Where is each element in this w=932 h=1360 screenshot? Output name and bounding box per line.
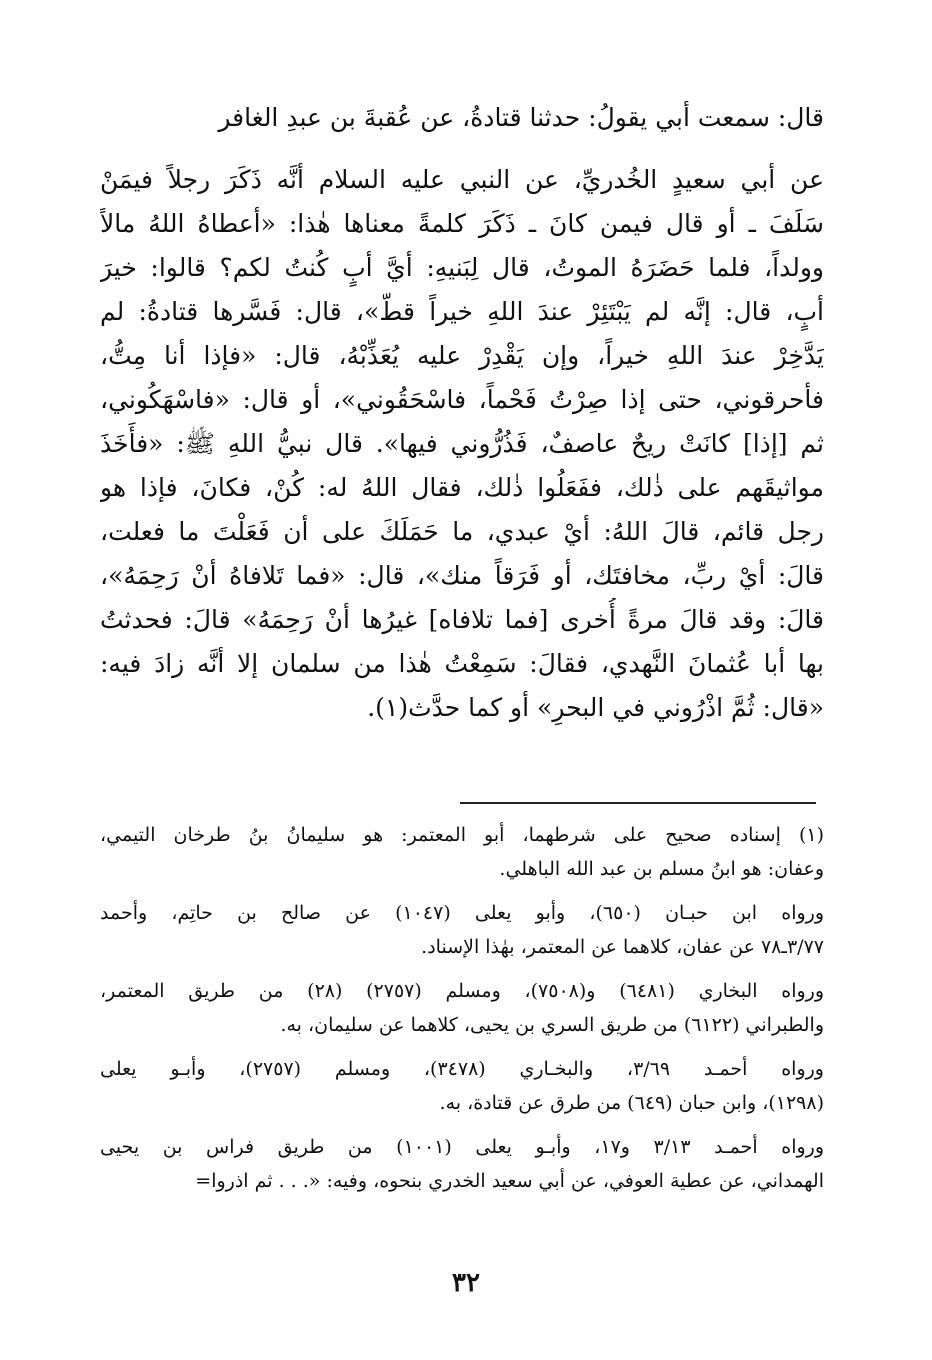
main-text-line: أبٍ، قال: إنَّه لم يَبْتَئِرْ عندَ اللهِ خيراً قطّ»، قال: فَسَّرها قتادةُ: لم (100, 297, 824, 326)
main-text-line: رجل قائم، قالَ اللهُ: أيْ عبدي، ما حَمَلَكَ على أن فَعَلْتَ ما فعلت، (100, 517, 824, 546)
footnote-line: ورواه ابن حبـان (٦٥٠)، وأبو يعلى (١٠٤٧) عن صالح بن حاتِم، وأحمد (100, 902, 824, 924)
footnote-separator (460, 802, 816, 804)
footnote-line: ٣/٧٧ـ٧٨ عن عفان، كلاهما عن المعتمر، بهٰذا الإسناد. (421, 936, 824, 958)
main-text-block (100, 96, 824, 730)
footnote-paragraph (100, 1130, 824, 1198)
main-text-line: ثم [إذا] كانَتْ ريحٌ عاصفٌ، فَذُرُّوني فيها». قال نبيُّ اللهِ ﷺ: «فأَخَذَ (100, 429, 824, 458)
footnote-line: (١٢٩٨)، وابن حبان (٦٤٩) من طرق عن قتادة، به. (439, 1092, 824, 1114)
main-text-line: فأحرقوني، حتى إذا صِرْتُ فَحْماً، فاسْحَقُوني»، أو قال: «فاسْهَكُوني، (100, 385, 824, 414)
main-text-line: قالَ: وقد قالَ مرةً أُخرى [فما تلافاه] غيرُها أنْ رَحِمَهُ» قالَ: فحدثتُ (100, 605, 824, 634)
main-text-line: «قال: ثُمَّ اذْرُوني في البحرِ» أو كما حدَّث(١). (367, 693, 824, 722)
main-text-line: عن أبي سعيدٍ الخُدريِّ، عن النبي عليه السلام أنَّه ذَكَرَ رجلاً فيمَنْ (100, 165, 824, 194)
main-text-line: وولداً، فلما حَضَرَهُ الموتُ، قال لِبَنيهِ: أيَّ أبٍ كُنتُ لكم؟ قالوا: خيرَ (100, 253, 824, 282)
footnotes-block (100, 818, 824, 1208)
main-text-line: بها أبا عُثمانَ النَّهدي، فقالَ: سَمِعْتُ هٰذا من سلمان إلا أنَّه زادَ فيه: (100, 649, 824, 678)
footnote-line: ورواه أحمـد ٣/١٣ و١٧، وأبـو يعلى (١٠٠١) من طريق فراس بن يحيى (100, 1136, 824, 1158)
footnote-line: وعفان: هو ابنُ مسلم بن عبد الله الباهلي. (499, 858, 824, 880)
main-text-line: مواثيقَهم على ذٰلك، ففَعَلُوا ذٰلك، فقال اللهُ له: كُنْ، فكانَ، فإذا هو (100, 473, 824, 502)
footnote-line: ورواه البخاري (٦٤٨١) و(٧٥٠٨)، ومسلم (٢٧٥٧) (٢٨) من طريق المعتمر، (100, 980, 824, 1002)
main-text-line: سَلَفَ ـ أو قال فيمن كانَ ـ ذَكَرَ كلمةً معناها هٰذا: «أعطاهُ اللهُ مالاً (100, 209, 824, 238)
footnote-line: ورواه أحمـد ٣/٦٩، والبخـاري (٣٤٧٨)، ومسلم (٢٧٥٧)، وأبـو يعلى (100, 1058, 824, 1080)
footnote-paragraph (100, 974, 824, 1042)
footnote-line: والطبراني (٦١٢٢) من طريق السري بن يحيى، كلاهما عن سليمان، به. (280, 1014, 824, 1036)
main-text-line: قالَ: أيْ ربِّ، مخافتَك، أو فَرَقاً منك»، قال: «فما تَلافاهُ أنْ رَحِمَهُ»، (100, 561, 824, 590)
page-number: ٣٢ (452, 1268, 480, 1298)
main-text-line: قال: سمعت أبي يقولُ: حدثنا قتادةُ، عن عُقبةَ بن عبدِ الغافر (218, 103, 824, 132)
footnote-line: (١) إسناده صحيح على شرطهما، أبو المعتمر: هو سليمانُ بنُ طرخان التيمي، (100, 824, 824, 846)
main-text-line: يَدَّخِرْ عندَ اللهِ خيراً، وإن يَقْدِرْ عليه يُعَذِّبْهُ، قال: «فإذا أنا مِتُّ، (100, 341, 824, 370)
footnote-paragraph (100, 896, 824, 964)
footnote-paragraph (100, 1052, 824, 1120)
footnote-line: الهمداني، عن عطية العوفي، عن أبي سعيد الخدري بنحوه، وفيه: «. . . ثم اذروا= (195, 1170, 824, 1192)
footnote-paragraph (100, 818, 824, 886)
